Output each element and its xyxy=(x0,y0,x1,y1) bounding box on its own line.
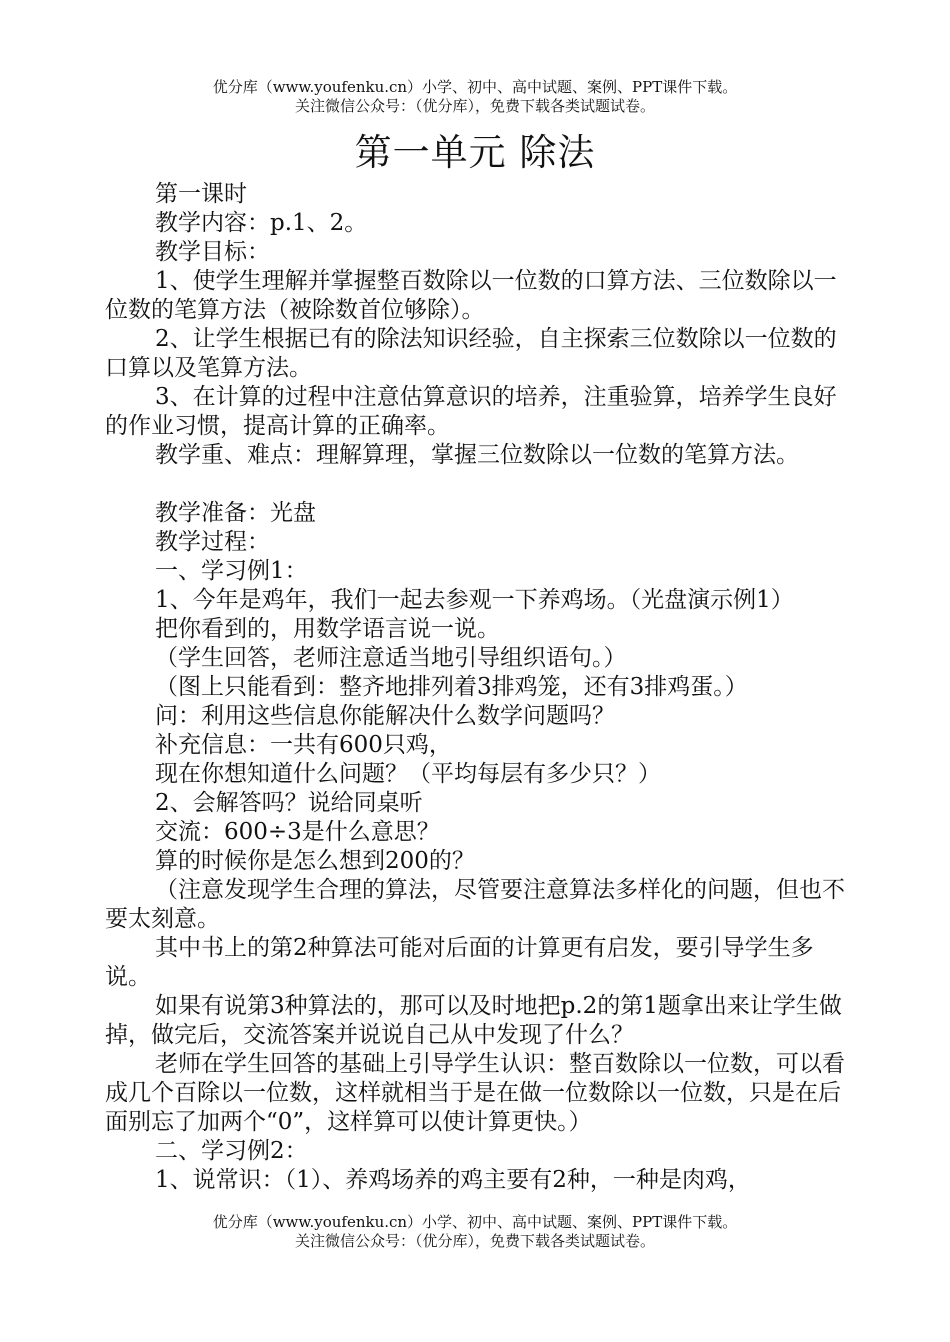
paragraph: 2、让学生根据已有的除法知识经验，自主探索三位数除以一位数的口算以及笔算方法。 xyxy=(105,326,837,381)
paragraph: 教学过程： xyxy=(155,529,270,555)
header-line-1: 优分库（www.youfenku.cn）小学、初中、高中试题、案例、PPT课件下载。 xyxy=(212,78,738,96)
paragraph: 教学重、难点：理解算理，掌握三位数除以一位数的笔算方法。 xyxy=(155,442,799,468)
paragraph: 教学目标： xyxy=(155,239,270,265)
document-title: 第一单元 除法 xyxy=(354,131,596,174)
paragraph: （注意发现学生合理的算法，尽管要注意算法多样化的问题，但也不要太刻意。 xyxy=(105,877,845,932)
document-body xyxy=(105,180,850,1195)
paragraph: 第一课时 xyxy=(155,181,247,207)
footer-line-1: 优分库（www.youfenku.cn）小学、初中、高中试题、案例、PPT课件下载。 xyxy=(212,1213,738,1231)
paragraph: 1、说常识：（1）、养鸡场养的鸡主要有2种，一种是肉鸡， xyxy=(155,1167,751,1193)
paragraph: （学生回答，老师注意适当地引导组织语句。） xyxy=(155,645,627,671)
page-header xyxy=(0,78,950,116)
paragraph: 把你看到的，用数学语言说一说。 xyxy=(155,616,500,642)
paragraph: 交流：600÷3是什么意思？ xyxy=(155,819,440,845)
paragraph: 二、学习例2： xyxy=(155,1138,308,1164)
paragraph: 教学准备：光盘 xyxy=(155,500,316,526)
paragraph: 补充信息：一共有600只鸡， xyxy=(155,732,452,758)
paragraph: 问：利用这些信息你能解决什么数学问题吗？ xyxy=(155,703,615,729)
paragraph: 3、在计算的过程中注意估算意识的培养，注重验算，培养学生良好的作业习惯，提高计算的正确率。 xyxy=(105,384,837,439)
header-line-2: 关注微信公众号：（优分库），免费下载各类试题试卷。 xyxy=(294,97,655,115)
paragraph: 老师在学生回答的基础上引导学生认识：整百数除以一位数，可以看成几个百除以一位数，这样就相当于是在做一位数除以一位数，只是在后面别忘了加两个“0”，这样算可以使计算更快。） xyxy=(105,1051,845,1135)
page-footer xyxy=(0,1213,950,1251)
paragraph: 现在你想知道什么问题？（平均每层有多少只？） xyxy=(155,761,661,787)
paragraph: 其中书上的第2种算法可能对后面的计算更有启发，要引导学生多说。 xyxy=(105,935,814,990)
footer-line-2: 关注微信公众号：（优分库），免费下载各类试题试卷。 xyxy=(294,1232,655,1250)
paragraph: 算的时候你是怎么想到200的？ xyxy=(155,848,475,874)
paragraph: 2、会解答吗？说给同桌听 xyxy=(155,790,423,816)
paragraph: 一、学习例1： xyxy=(155,558,308,584)
paragraph: 教学内容：p.1、2。 xyxy=(155,210,368,236)
paragraph: 1、今年是鸡年，我们一起去参观一下养鸡场。（光盘演示例1） xyxy=(155,587,794,613)
paragraph: 如果有说第3种算法的，那可以及时地把p.2的第1题拿出来让学生做掉，做完后，交流答案并说说自己从中发现了什么？ xyxy=(105,993,842,1048)
paragraph: 1、使学生理解并掌握整百数除以一位数的口算方法、三位数除以一位数的笔算方法（被除数首位够除）。 xyxy=(105,268,837,323)
paragraph: （图上只能看到：整齐地排列着3排鸡笼，还有3排鸡蛋。） xyxy=(155,674,748,700)
